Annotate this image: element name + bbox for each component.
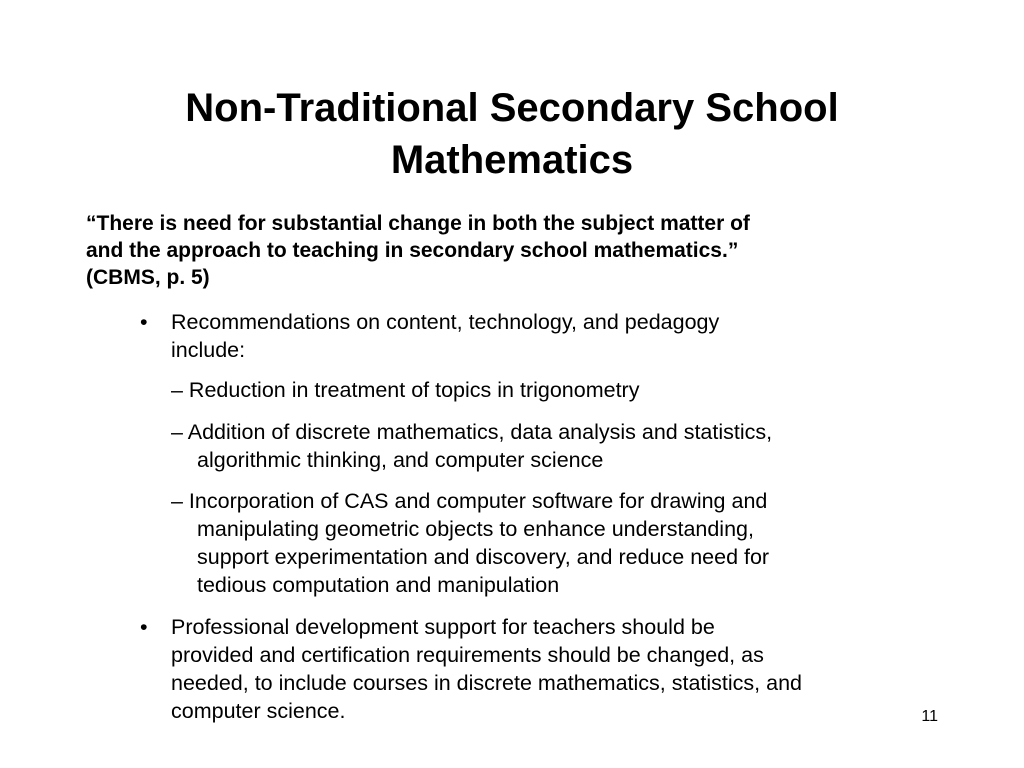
sub-text-line: manipulating geometric objects to enhance understanding, (197, 517, 754, 541)
page-number: 11 (921, 708, 938, 725)
bullet-text-line: Recommendations on content, technology, and pedagogy (171, 310, 720, 334)
bullet-item-recommendations (140, 308, 960, 364)
title-line: Non-Traditional Secondary School (185, 86, 839, 130)
quote-line: and the approach to teaching in secondary school mathematics.” (86, 239, 739, 262)
bullet-item-professional-development (140, 613, 802, 725)
sub-text-line: – Reduction in treatment of topics in trigonometry (171, 378, 640, 402)
cbms-quote (86, 210, 946, 291)
sub-item-discrete-math (171, 418, 772, 474)
sub-text-line: algorithmic thinking, and computer science (197, 448, 604, 472)
bullet-icon: • (140, 615, 148, 639)
bullet-text-line: computer science. (171, 699, 346, 723)
title-line: Mathematics (390, 138, 634, 182)
bullet-text-line: provided and certification requirements should be changed, as (171, 643, 764, 667)
bullet-text-line: Professional development support for teachers should be (171, 615, 715, 639)
sub-text-line: – Incorporation of CAS and computer software for drawing and (171, 489, 768, 513)
sub-text-line: – Addition of discrete mathematics, data analysis and statistics, (171, 420, 773, 444)
sub-item-cas-software (171, 487, 769, 599)
bullet-text-line: needed, to include courses in discrete mathematics, statistics, and (171, 671, 802, 695)
bullet-text-line: include: (171, 338, 246, 362)
sub-text-line: support experimentation and discovery, and reduce need for (197, 545, 770, 569)
sub-text-line: tedious computation and manipulation (197, 573, 560, 597)
bullet-icon: • (140, 310, 148, 334)
quote-line: “There is need for substantial change in both the subject matter of (86, 212, 750, 235)
sub-item-trigonometry (171, 376, 639, 404)
slide-title (0, 82, 1024, 186)
quote-citation: (CBMS, p. 5) (86, 266, 210, 289)
